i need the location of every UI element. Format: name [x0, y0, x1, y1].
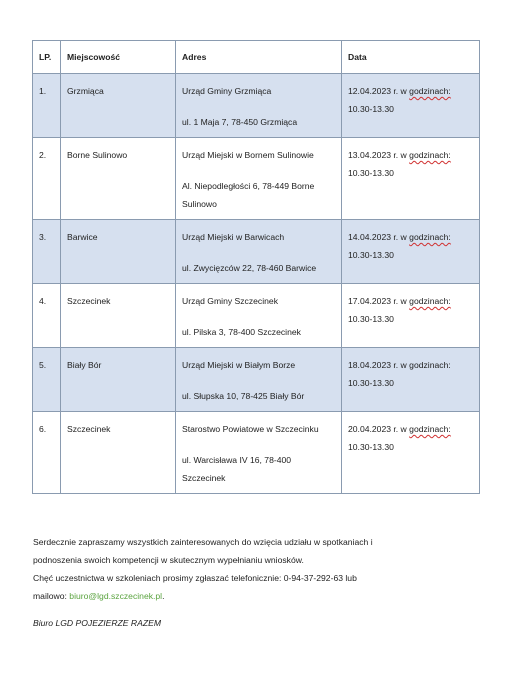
office-name: Urząd Gminy Grzmiąca	[182, 86, 272, 96]
footer-line-3: Chęć uczestnictwa w szkoleniach prosimy zgłaszać telefonicznie: 0-94-37-292-63 lub	[33, 573, 357, 583]
invitation-text	[33, 533, 473, 605]
date-text: 13.04.2023 r. w	[348, 150, 407, 160]
date-word: godzinach:	[409, 360, 451, 370]
footer-line-4	[33, 587, 473, 605]
table-row	[33, 284, 480, 348]
date-word: godzinach:	[409, 232, 451, 242]
cell-address	[176, 220, 342, 284]
street-address: ul. Warcisława IV 16, 78-400 Szczecinek	[182, 455, 292, 483]
hours-text: 10.30-13.30	[348, 168, 394, 178]
cell-lp: 6.	[33, 412, 61, 494]
cell-address	[176, 74, 342, 138]
cell-date	[342, 348, 480, 412]
hours-text: 10.30-13.30	[348, 250, 394, 260]
cell-city: Szczecinek	[61, 284, 176, 348]
office-name: Urząd Gminy Szczecinek	[182, 296, 278, 306]
office-name: Urząd Miejski w Bornem Sulinowie	[182, 150, 314, 160]
date-word: godzinach:	[409, 296, 451, 306]
cell-date	[342, 412, 480, 494]
table-row	[33, 220, 480, 284]
table-row	[33, 138, 480, 220]
street-address: ul. Słupska 10, 78-425 Biały Bór	[182, 391, 305, 401]
signature: Biuro LGD POJEZIERZE RAZEM	[33, 618, 161, 628]
cell-city: Borne Sulinowo	[61, 138, 176, 220]
cell-date	[342, 220, 480, 284]
street-address: ul. Pilska 3, 78-400 Szczecinek	[182, 327, 301, 337]
cell-city: Barwice	[61, 220, 176, 284]
hours-text: 10.30-13.30	[348, 442, 394, 452]
table-row	[33, 74, 480, 138]
cell-date	[342, 74, 480, 138]
cell-date	[342, 284, 480, 348]
date-word: godzinach:	[409, 86, 451, 96]
email-link[interactable]: biuro@lgd.szczecinek.pl	[69, 591, 163, 601]
header-city: Miejscowość	[61, 41, 176, 74]
cell-address	[176, 284, 342, 348]
cell-city: Szczecinek	[61, 412, 176, 494]
date-text: 17.04.2023 r. w	[348, 296, 407, 306]
cell-city: Biały Bór	[61, 348, 176, 412]
cell-address	[176, 412, 342, 494]
cell-lp: 5.	[33, 348, 61, 412]
footer-line-2: podnoszenia swoich kompetencji w skutecznym wypełnianiu wniosków.	[33, 555, 304, 565]
cell-date	[342, 138, 480, 220]
date-word: godzinach:	[409, 150, 451, 160]
training-schedule-table	[32, 40, 480, 494]
cell-lp: 4.	[33, 284, 61, 348]
mail-prefix: mailowo:	[33, 591, 70, 601]
hours-text: 10.30-13.30	[348, 378, 394, 388]
street-address: ul. Zwycięzców 22, 78-460 Barwice	[182, 263, 317, 273]
cell-lp: 2.	[33, 138, 61, 220]
table-row	[33, 348, 480, 412]
hours-text: 10.30-13.30	[348, 314, 394, 324]
cell-lp: 3.	[33, 220, 61, 284]
cell-address	[176, 348, 342, 412]
header-date: Data	[342, 41, 480, 74]
mail-suffix: .	[162, 591, 165, 601]
header-lp: LP.	[33, 41, 61, 74]
cell-lp: 1.	[33, 74, 61, 138]
date-text: 18.04.2023 r. w	[348, 360, 407, 370]
street-address: Al. Niepodległości 6, 78-449 Borne Sulinowo	[182, 181, 315, 209]
table-row	[33, 412, 480, 494]
date-text: 12.04.2023 r. w	[348, 86, 407, 96]
date-text: 14.04.2023 r. w	[348, 232, 407, 242]
date-text: 20.04.2023 r. w	[348, 424, 407, 434]
table-header-row	[33, 41, 480, 74]
office-name: Urząd Miejski w Barwicach	[182, 232, 285, 242]
header-address: Adres	[176, 41, 342, 74]
date-word: godzinach:	[409, 424, 451, 434]
street-address: ul. 1 Maja 7, 78-450 Grzmiąca	[182, 117, 298, 127]
cell-address	[176, 138, 342, 220]
footer-line-1: Serdecznie zapraszamy wszystkich zainteresowanych do wzięcia udziału w spotkaniach i	[33, 537, 373, 547]
hours-text: 10.30-13.30	[348, 104, 394, 114]
office-name: Urząd Miejski w Białym Borze	[182, 360, 296, 370]
office-name: Starostwo Powiatowe w Szczecinku	[182, 424, 319, 434]
cell-city: Grzmiąca	[61, 74, 176, 138]
